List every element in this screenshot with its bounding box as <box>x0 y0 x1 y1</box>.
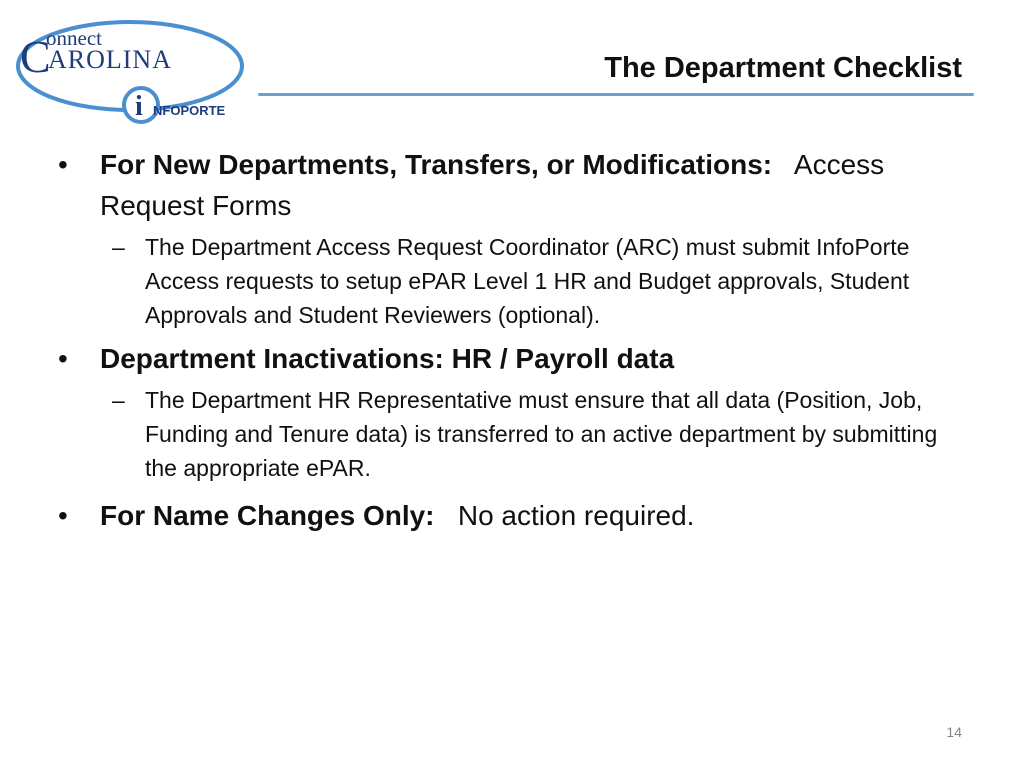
svg-text:AROLINA: AROLINA <box>48 45 172 74</box>
sub-bullet-text: The Department Access Request Coordinator (ARC) must submit InfoPorte Access requests to setup ePAR Level 1 HR and Budget approvals, Student Approvals and Student Reviewers (optional). <box>145 234 910 328</box>
bullet-glyph: • <box>58 343 68 374</box>
bullet-glyph: • <box>58 149 68 180</box>
svg-text:NFOPORTE: NFOPORTE <box>153 103 226 118</box>
bullet-strong-text: For New Departments, Transfers, or Modifications: <box>100 149 773 180</box>
svg-text:C: C <box>20 31 51 82</box>
bullet-item <box>58 495 958 536</box>
bullet-item <box>58 338 958 379</box>
dash-glyph: – <box>112 387 125 413</box>
title-underline <box>258 93 974 96</box>
bullet-strong-text: Department Inactivations: HR / Payroll data <box>100 343 675 374</box>
slide-content <box>58 144 958 536</box>
bullet-item <box>58 144 958 226</box>
sub-bullet-text: The Department HR Representative must ensure that all data (Position, Job, Funding and Tenure data) is transferred to an active department by submitting the appropriate ePAR. <box>145 387 938 481</box>
bullet-glyph: • <box>58 500 68 531</box>
sub-bullet-item <box>58 230 958 332</box>
bullet-strong-text: For Name Changes Only: <box>100 500 435 531</box>
bullet-text: Access Request Forms <box>100 149 885 221</box>
bullet-text: No action required. <box>457 500 695 531</box>
slide-title: The Department Checklist <box>604 52 962 84</box>
connectcarolina-infoporte-logo <box>10 14 255 132</box>
page-number: 14 <box>946 724 962 740</box>
svg-text:onnect: onnect <box>46 26 102 50</box>
dash-glyph: – <box>112 234 125 260</box>
svg-text:i: i <box>135 91 143 122</box>
sub-bullet-item <box>58 383 958 485</box>
